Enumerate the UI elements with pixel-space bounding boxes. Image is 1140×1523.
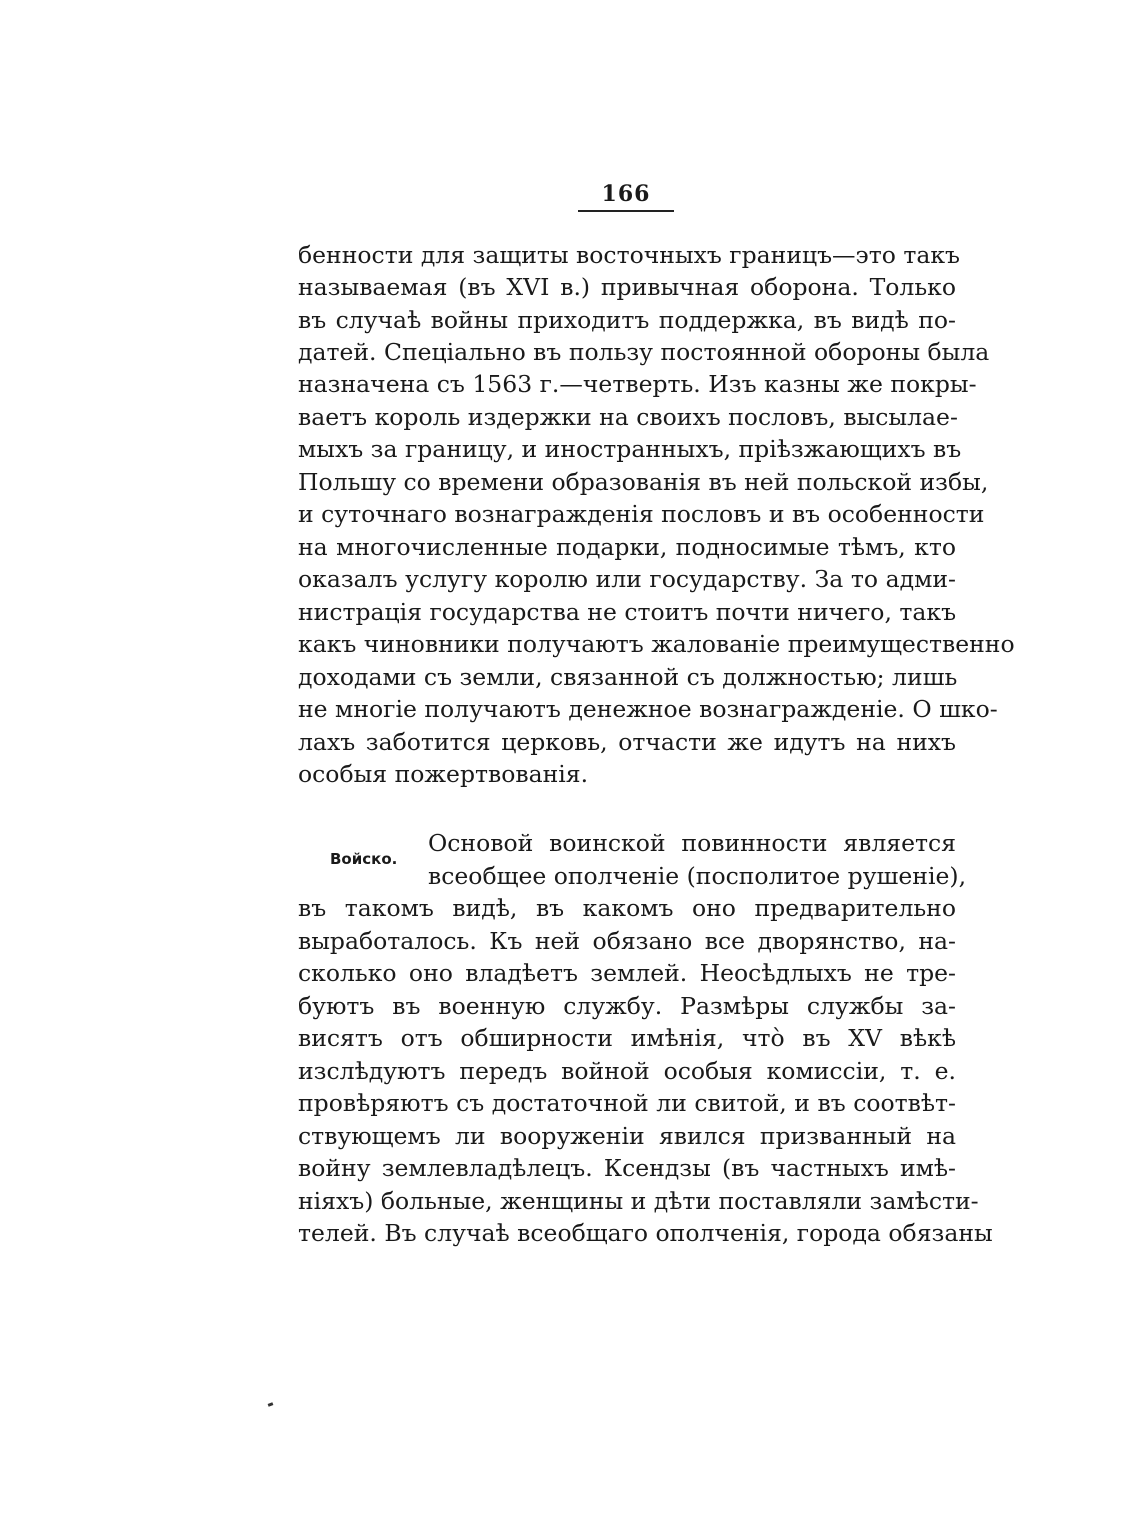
text-line: лахъ заботится церковь, отчасти же идутъ на нихъ	[298, 728, 956, 756]
text-line: въ случаѣ войны приходитъ поддержка, въ видѣ по-	[298, 306, 956, 334]
text-line: изслѣдуютъ передъ войной особыя комиссіи, т. е.	[298, 1057, 956, 1085]
text-line: въ такомъ видѣ, въ какомъ оно предварительно	[298, 894, 956, 922]
text-line: сколько оно владѣетъ землей. Неосѣдлыхъ не тре-	[298, 959, 956, 987]
margin-heading: Войско.	[330, 850, 398, 868]
text-line: оказалъ услугу королю или государству. За то адми-	[298, 565, 956, 593]
text-line: какъ чиновники получаютъ жалованіе преимущественно	[298, 630, 1015, 658]
page-number: 166	[601, 181, 651, 207]
page-number-rule	[578, 210, 674, 212]
text-line: мыхъ за границу, и иностранныхъ, пріѣзжающихъ въ	[298, 435, 962, 463]
text-line: датей. Спеціально въ пользу постоянной обороны была	[298, 338, 990, 366]
text-line: висятъ отъ обширности имѣнія, что̀ въ XV вѣкѣ	[298, 1024, 956, 1052]
text-line: нистрація государства не стоитъ почти ничего, такъ	[298, 598, 957, 626]
text-line: выработалось. Къ ней обязано все дворянство, на-	[298, 927, 956, 955]
text-line: телей. Въ случаѣ всеобщаго ополченія, города обязаны	[298, 1219, 993, 1247]
text-line: Основой воинской повинности является	[428, 829, 956, 857]
text-line: провѣряютъ съ достаточной ли свитой, и въ соотвѣт-	[298, 1089, 956, 1117]
text-line: доходами съ земли, связанной съ должностью; лишь	[298, 663, 958, 691]
text-line: буютъ въ военную службу. Размѣры службы за-	[298, 992, 956, 1020]
text-line: Польшу со времени образованія въ ней польской избы,	[298, 468, 989, 496]
text-line: войну землевладѣлецъ. Ксендзы (въ частныхъ имѣ-	[298, 1154, 956, 1182]
text-line: на многочисленные подарки, подносимые тѣмъ, кто	[298, 533, 956, 561]
text-line: не многіе получаютъ денежное вознагражденіе. О шко-	[298, 695, 998, 723]
text-line: ніяхъ) больные, женщины и дѣти поставляли замѣсти-	[298, 1187, 979, 1215]
text-line: ствующемъ ли вооруженіи явился призванный на	[298, 1122, 956, 1150]
text-line: называемая (въ XVI в.) привычная оборона. Только	[298, 273, 956, 301]
text-line: ваетъ король издержки на своихъ пословъ, высылае-	[298, 403, 958, 431]
print-speck	[268, 1402, 274, 1407]
text-line: и суточнаго вознагражденія пословъ и въ особенности	[298, 500, 985, 528]
text-line: всеобщее ополченіе (посполитое рушеніе),	[428, 862, 967, 890]
text-line: особыя пожертвованія.	[298, 760, 589, 788]
text-line: назначена съ 1563 г.—четверть. Изъ казны же покры-	[298, 370, 977, 398]
text-line: бенности для защиты восточныхъ границъ—это такъ	[298, 241, 960, 269]
